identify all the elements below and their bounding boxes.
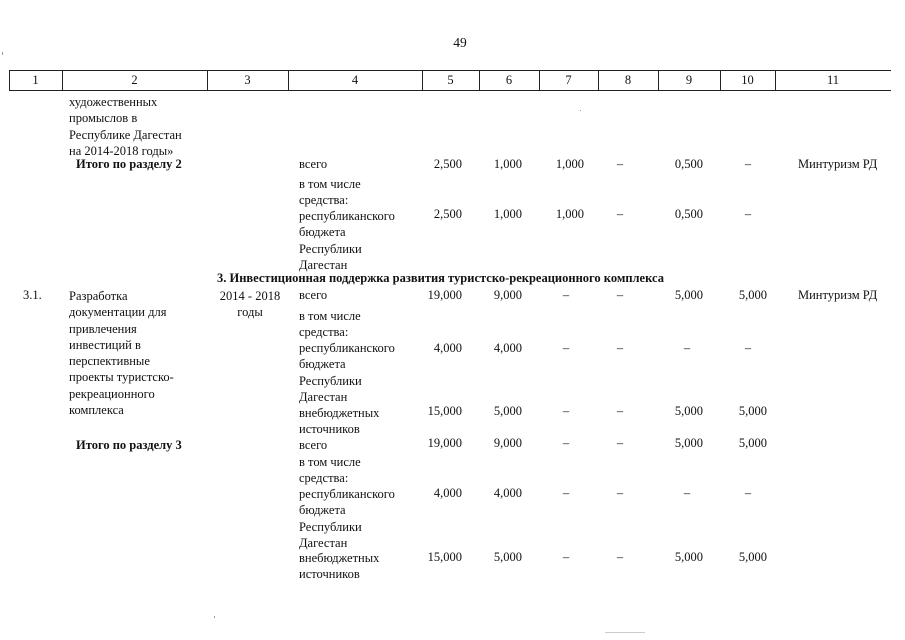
section3-extra-col5: 15,000 bbox=[427, 550, 462, 564]
item-3-1-total-col7: – bbox=[562, 288, 570, 302]
header-col-6: 6 bbox=[505, 73, 513, 87]
item-3-1-budget-col8: – bbox=[616, 341, 624, 355]
section3-type-total: всего bbox=[299, 438, 328, 452]
section3-budget-col7: – bbox=[562, 486, 570, 500]
item-3-1-budget-type: республиканского бюджета Республики Дагестан bbox=[299, 341, 395, 404]
item-3-1-number: 3.1. bbox=[23, 288, 42, 302]
header-col-5: 5 bbox=[447, 73, 454, 87]
section3-title: 3. Инвестиционная поддержка развития туристско-рекреационного комплекса bbox=[217, 271, 664, 285]
table-header-row bbox=[9, 70, 891, 91]
section2-budget-col10: – bbox=[744, 207, 752, 221]
item-3-1-extra-col8: – bbox=[616, 404, 624, 418]
section2-total-col8: – bbox=[616, 157, 624, 171]
scan-speck bbox=[214, 616, 215, 618]
section3-extra-col6: 5,000 bbox=[493, 550, 522, 564]
item-3-1-extra-col10: 5,000 bbox=[738, 404, 767, 418]
section3-total-col5: 19,000 bbox=[427, 436, 462, 450]
header-col-9: 9 bbox=[685, 73, 693, 87]
section3-extra-col10: 5,000 bbox=[738, 550, 767, 564]
section2-type-total: всего bbox=[299, 157, 328, 171]
item-3-1-extra-col7: – bbox=[562, 404, 570, 418]
header-col-1: 1 bbox=[32, 73, 39, 87]
section3-extra-col9: 5,000 bbox=[674, 550, 703, 564]
section2-budget-col7: 1,000 bbox=[555, 207, 584, 221]
section2-responsible: Минтуризм РД bbox=[798, 157, 878, 171]
section3-extra-type: внебюджетных источников bbox=[299, 551, 380, 582]
section3-total-col6: 9,000 bbox=[493, 436, 522, 450]
page-number: 49 bbox=[453, 35, 467, 50]
section3-budget-col5: 4,000 bbox=[433, 486, 462, 500]
section2-budget-col9: 0,500 bbox=[674, 207, 703, 221]
item-3-1-budget-col7: – bbox=[562, 341, 570, 355]
header-col-7: 7 bbox=[565, 73, 572, 87]
item-3-1-period: 2014 - 2018 годы bbox=[219, 289, 281, 320]
item-3-1-budget-col9: – bbox=[683, 341, 691, 355]
continuation-text: художественных промыслов в Республике Дагестан на 2014-2018 годы» bbox=[69, 95, 182, 158]
item-3-1-total-col8: – bbox=[616, 288, 624, 302]
header-col-8: 8 bbox=[624, 73, 632, 87]
section3-including: в том числе средства: bbox=[299, 455, 361, 486]
item-3-1-extra-col9: 5,000 bbox=[674, 404, 703, 418]
header-col-10: 10 bbox=[741, 73, 754, 87]
scan-speck bbox=[605, 632, 645, 633]
item-3-1-total-col6: 9,000 bbox=[493, 288, 522, 302]
item-3-1-budget-col6: 4,000 bbox=[493, 341, 522, 355]
header-col-2: 2 bbox=[131, 73, 138, 87]
scan-speck bbox=[580, 110, 581, 111]
header-col-11: 11 bbox=[826, 73, 840, 87]
section3-budget-type: республиканского бюджета Республики Дагестан bbox=[299, 487, 395, 550]
item-3-1-total-col5: 19,000 bbox=[427, 288, 462, 302]
section3-extra-col8: – bbox=[616, 550, 624, 564]
section2-total-col5: 2,500 bbox=[433, 157, 462, 171]
section2-total-col6: 1,000 bbox=[493, 157, 522, 171]
section2-total-col10: – bbox=[744, 157, 752, 171]
section2-total-col9: 0,500 bbox=[674, 157, 703, 171]
item-3-1-budget-col10: – bbox=[744, 341, 752, 355]
section3-extra-col7: – bbox=[562, 550, 570, 564]
section3-budget-col10: – bbox=[744, 486, 752, 500]
item-3-1-name: Разработка документации для привлечения инвестиций в перспективные проекты туристско- рекреационного комплекса bbox=[69, 289, 174, 418]
scan-speck bbox=[2, 52, 3, 55]
header-col-4: 4 bbox=[351, 73, 359, 87]
section2-total-col7: 1,000 bbox=[555, 157, 584, 171]
section3-total-label: Итого по разделу 3 bbox=[76, 438, 182, 452]
section2-budget-col6: 1,000 bbox=[493, 207, 522, 221]
header-col-3: 3 bbox=[244, 73, 251, 87]
section2-budget-col8: – bbox=[616, 207, 624, 221]
section3-total-col10: 5,000 bbox=[738, 436, 767, 450]
section3-budget-col6: 4,000 bbox=[493, 486, 522, 500]
section3-total-col9: 5,000 bbox=[674, 436, 703, 450]
item-3-1-budget-col5: 4,000 bbox=[433, 341, 462, 355]
section3-total-col7: – bbox=[562, 436, 570, 450]
item-3-1-total-col10: 5,000 bbox=[738, 288, 767, 302]
item-3-1-extra-col6: 5,000 bbox=[493, 404, 522, 418]
item-3-1-type-total: всего bbox=[299, 288, 328, 302]
section2-budget-col5: 2,500 bbox=[433, 207, 462, 221]
section3-budget-col9: – bbox=[683, 486, 691, 500]
section2-including: в том числе средства: bbox=[299, 177, 361, 208]
item-3-1-extra-col5: 15,000 bbox=[427, 404, 462, 418]
section2-total-label: Итого по разделу 2 bbox=[76, 157, 182, 171]
section2-budget-type: республиканского бюджета Республики Дагестан bbox=[299, 209, 395, 272]
section3-budget-col8: – bbox=[616, 486, 624, 500]
section3-total-col8: – bbox=[616, 436, 624, 450]
item-3-1-total-col9: 5,000 bbox=[674, 288, 703, 302]
item-3-1-extra-type: внебюджетных источников bbox=[299, 406, 380, 437]
item-3-1-responsible: Минтуризм РД bbox=[798, 288, 878, 302]
item-3-1-including: в том числе средства: bbox=[299, 309, 361, 340]
